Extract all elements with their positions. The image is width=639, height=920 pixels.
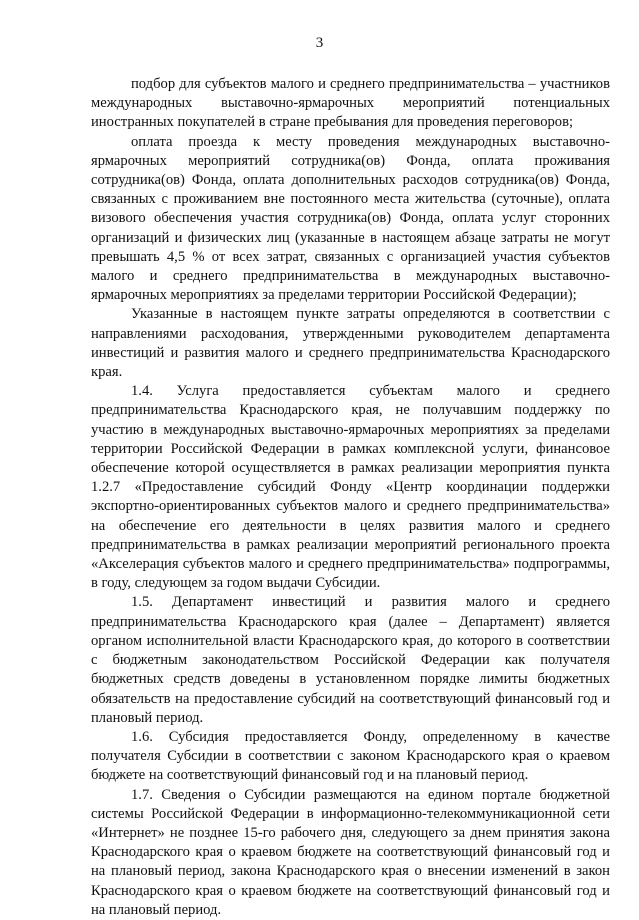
paragraph-clause-1-4: 1.4. Услуга предоставляется субъектам малого и среднего предпринимательства Краснодарского края, не получавшим поддержку по участию в международных выставочно-ярмарочных мероприятиях за пределами территории Российской Федерации в рамках комплексной услуги, финансовое обеспечение которой осуществляется в рамках реализации мероприятия пункта 1.2.7 «Предоставление субсидий Фонду «Центр координации поддержки экспортно-ориентированных субъектов малого и среднего предпринимательства» на обеспечение его деятельности в целях развития малого и среднего предпринимательства в рамках реализации мероприятий регионального проекта «Акселерация субъектов малого и среднего предпринимательства» подпрограммы, в году, следующем за годом выдачи Субсидии. [91,383,610,592]
document-body [91,75,610,920]
page-number: 3 [315,35,324,51]
paragraph-clause-1-5: 1.5. Департамент инвестиций и развития малого и среднего предпринимательства Краснодарского края (далее – Департамент) является органом исполнительной власти Краснодарского края, до которого в соответствии с бюджетным законодательством Российской Федерации как получателя бюджетных средств доведены в установленном порядке лимиты бюджетных обязательств на предоставление субсидий на соответствующий финансовый год и плановый период. [91,594,610,726]
paragraph-travel-expenses: оплата проезда к месту проведения международных выставочно-ярмарочных мероприятий сотрудника(ов) Фонда, оплата проживания сотрудника(ов) Фонда, оплата дополнительных расходов сотрудника(ов) Фонда, связанных с проживанием вне постоянного места жительства (суточные), оплата визового обеспечения участия сотрудника(ов) Фонда, оплата услуг сторонних организаций и физических лиц (указанные в настоящем абзаце затраты не могут превышать 4,5 % от всех затрат, связанных с организацией участия субъектов малого и среднего предпринимательства в международных выставочно-ярмарочных мероприятиях за пределами территории Российской Федерации); [91,133,610,304]
paragraph-counterpart-search: подбор для субъектов малого и среднего предпринимательства – участников международных выставочно-ярмарочных мероприятий потенциальных иностранных покупателей в стране пребывания для проведения переговоров; [91,76,610,131]
paragraph-clause-1-6: 1.6. Субсидия предоставляется Фонду, определенному в качестве получателя Субсидии в соответствии с законом Краснодарского края о краевом бюджете на соответствующий финансовый год и на плановый период. [91,728,610,784]
paragraph-clause-1-7: 1.7. Сведения о Субсидии размещаются на едином портале бюджетной системы Российской Федерации в информационно-телекоммуникационной сети «Интернет» не позднее 15-го рабочего дня, следующего за днем принятия закона Краснодарского края о краевом бюджете на соответствующий финансовый год и на плановый период, закона Краснодарского края о внесении изменений в закон Краснодарского края о краевом бюджете на соответствующий финансовый год и на плановый период. [91,786,610,918]
paragraph-cost-directions: Указанные в настоящем пункте затраты определяются в соответствии с направлениями расходования, утвержденными руководителем департамента инвестиций и развития малого и среднего предпринимательства Краснодарского края. [91,306,610,381]
